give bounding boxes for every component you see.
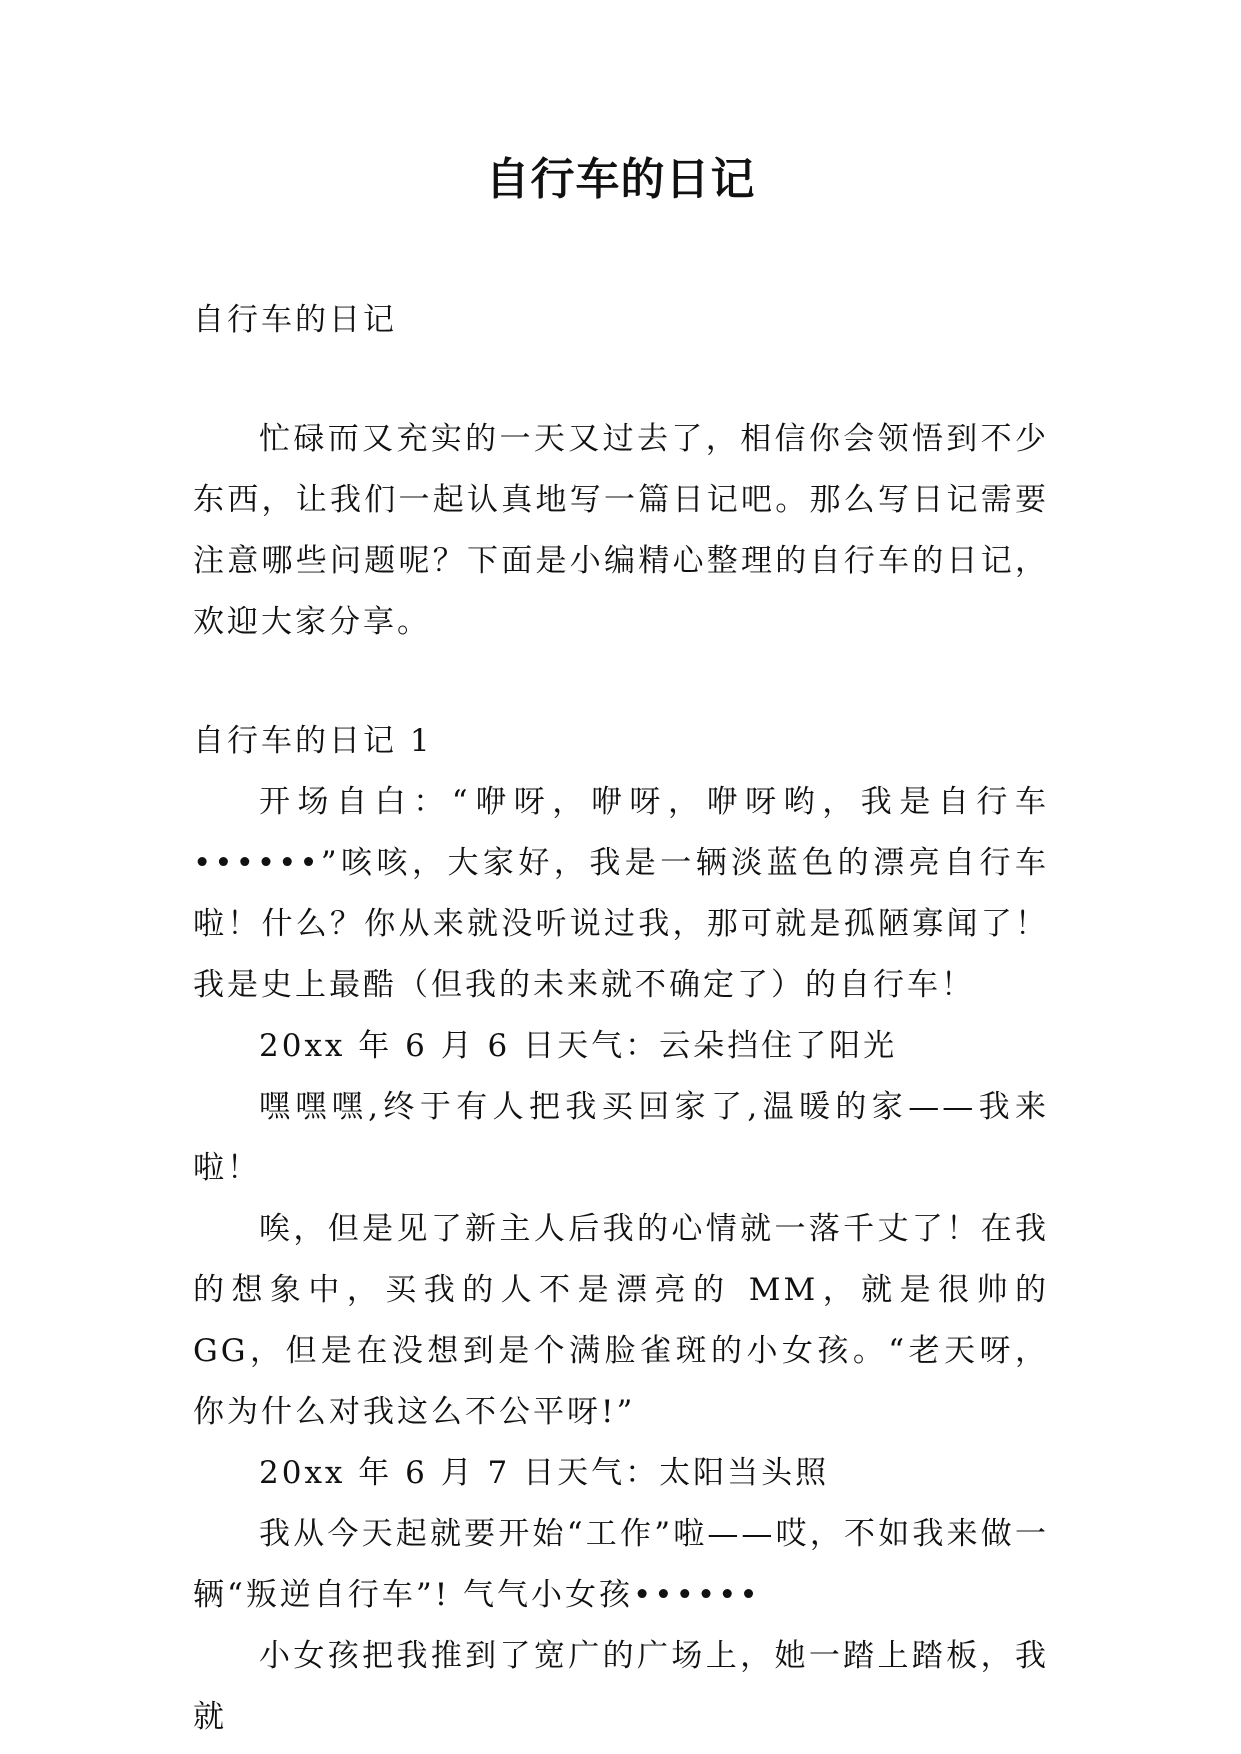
paragraph-square: 小女孩把我推到了宽广的广场上，她一踏上踏板，我就	[193, 1638, 1049, 1735]
subtitle: 自行车的日记	[193, 302, 397, 338]
paragraph-bought-home: 嘿嘿嘿,终于有人把我买回家了,温暖的家——我来啦！	[193, 1089, 1049, 1186]
diary-date-june-6: 20xx 年 6 月 6 日天气：云朵挡住了阳光	[259, 1028, 898, 1064]
paragraph-new-owner: 唉，但是见了新主人后我的心情就一落千丈了！在我的想象中，买我的人不是漂亮的 MM，就是很帅的 GG，但是在没想到是个满脸雀斑的小女孩。“老天呀，你为什么对我这么不公平呀!”	[193, 1211, 1049, 1430]
paragraph-start-working: 我从今天起就要开始“工作”啦——哎，不如我来做一辆“叛逆自行车”! 气气小女孩••••••	[193, 1516, 1049, 1613]
document-body	[193, 290, 1049, 1748]
document-title: 自行车的日记	[485, 154, 756, 205]
section-heading: 自行车的日记 1	[193, 723, 433, 759]
intro-paragraph: 忙碌而又充实的一天又过去了，相信你会领悟到不少东西，让我们一起认真地写一篇日记吧。那么写日记需要注意哪些问题呢？下面是小编精心整理的自行车的日记，欢迎大家分享。	[193, 421, 1049, 640]
paragraph-opening-monologue: 开场自白：“咿呀，咿呀，咿呀哟，我是自行车••••••”咳咳，大家好，我是一辆淡蓝色的漂亮自行车啦！什么？你从来就没听说过我，那可就是孤陋寡闻了！我是史上最酷（但我的未来就不确定了）的自行车！	[193, 784, 1049, 1003]
diary-date-june-7: 20xx 年 6 月 7 日天气：太阳当头照	[259, 1455, 830, 1491]
